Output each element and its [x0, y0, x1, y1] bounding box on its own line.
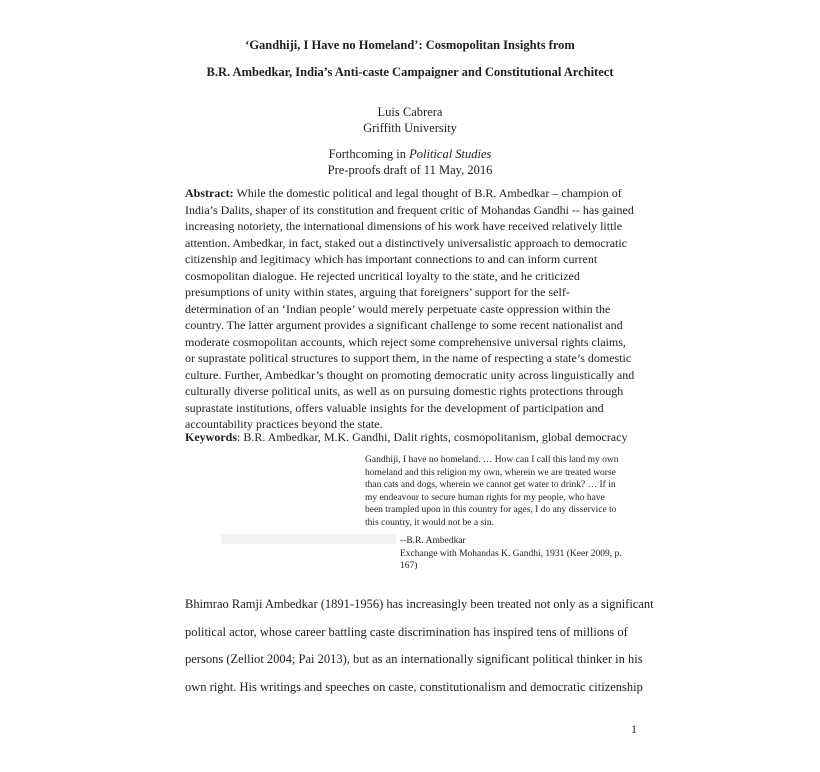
title-line-1: ‘Gandhiji, I Have no Homeland’: Cosmopolitan Insights from	[245, 38, 575, 52]
body-line: own right. His writings and speeches on caste, constitutionalism and democratic citizenship	[185, 679, 643, 694]
abstract-line: attention. Ambedkar, in fact, staked out a distinctively universalistic approach to democratic	[185, 235, 628, 250]
draft-note: Pre-proofs draft of 11 May, 2016	[327, 163, 493, 177]
abstract-line: country. The latter argument provides a significant challenge to some recent nationalist and	[185, 318, 623, 332]
epigraph-line: homeland and this religion my own, wherein we are treated worse	[365, 467, 616, 478]
epigraph-line: my endeavour to secure human rights for my people, who have	[365, 492, 605, 503]
body-line: persons (Zelliot 2004; Pai 2013), but as an internationally significant political thinker in his	[185, 652, 643, 666]
keywords-text: : B.R. Ambedkar, M.K. Gandhi, Dalit rights, cosmopolitanism, global democracy	[237, 430, 628, 444]
journal-name: Political Studies	[409, 147, 492, 161]
body-line: political actor, whose career battling caste discrimination has inspired tens of millions of	[185, 624, 628, 639]
epigraph-line: Gandhiji, I have no homeland. … How can I call this land my own	[365, 455, 619, 465]
abstract-line: moderate cosmopolitan accounts, which reject some comprehensive universal rights claims,	[185, 334, 626, 349]
abstract-line: presumptions of unity within states, arguing that foreigners’ support for the self-	[185, 285, 570, 299]
forthcoming-prefix: Forthcoming in	[328, 147, 410, 161]
publication-venue	[0, 146, 820, 162]
epigraph-line: this country, it would not be a sin.	[365, 517, 494, 528]
body-paragraph	[185, 597, 654, 707]
abstract-line: or suprastate political structures to support them, in the name of respecting a state’s domestic	[185, 351, 632, 365]
abstract-line	[185, 185, 640, 202]
abstract-line: suprastate institutions, offers valuable insights for the development of participation and	[185, 400, 604, 415]
abstract-line: India’s Dalits, shaper of its constitution and frequent critic of Mohandas Gandhi -- has gained	[185, 202, 634, 217]
abstract-line: cosmopolitan dialogue. He rejected uncritical loyalty to the state, and he criticized	[185, 268, 580, 283]
abstract-line: determination of an ‘Indian people’ would merely perpetuate caste oppression within the	[185, 301, 611, 316]
abstract-label: Abstract:	[185, 186, 234, 200]
abstract-line: citizenship and legitimacy which has important connections to and can inform current	[185, 252, 598, 266]
body-line: Bhimrao Ramji Ambedkar (1891-1956) has increasingly been treated not only as a significant	[185, 597, 654, 611]
epigraph-quote	[365, 454, 635, 529]
attribution-line: 167)	[400, 561, 418, 571]
abstract	[185, 185, 640, 433]
title-line-2: B.R. Ambedkar, India’s Anti-caste Campaigner and Constitutional Architect	[206, 65, 614, 79]
epigraph-line: been trampled upon in this country for ages, I do any disservice to	[365, 505, 617, 515]
author-affiliation: Griffith University	[363, 121, 457, 135]
abstract-line: accountability practices beyond the state.	[185, 417, 383, 431]
keywords	[185, 430, 627, 445]
keywords-label: Keywords	[185, 430, 237, 444]
epigraph-attribution	[400, 535, 640, 573]
page-number: 1	[631, 722, 637, 736]
abstract-text: While the domestic political and legal thought of B.R. Ambedkar – champion of	[233, 186, 622, 200]
attribution-highlight	[221, 534, 396, 544]
epigraph-line: than cats and dogs, wherein we cannot get water to drink? … If in	[365, 480, 616, 490]
abstract-line: culturally diverse political units, as well as on pursuing domestic rights protections through	[185, 384, 624, 398]
abstract-line: increasing notoriety, the international dimensions of his work have received relatively little	[185, 219, 623, 233]
abstract-line: culture. Further, Ambedkar’s thought on promoting democratic unity across linguistically and	[185, 367, 635, 382]
attribution-line: --B.R. Ambedkar	[400, 536, 466, 546]
attribution-line: Exchange with Mohandas K. Gandhi, 1931 (Keer 2009, p.	[400, 548, 622, 559]
author-name: Luis Cabrera	[377, 105, 443, 119]
